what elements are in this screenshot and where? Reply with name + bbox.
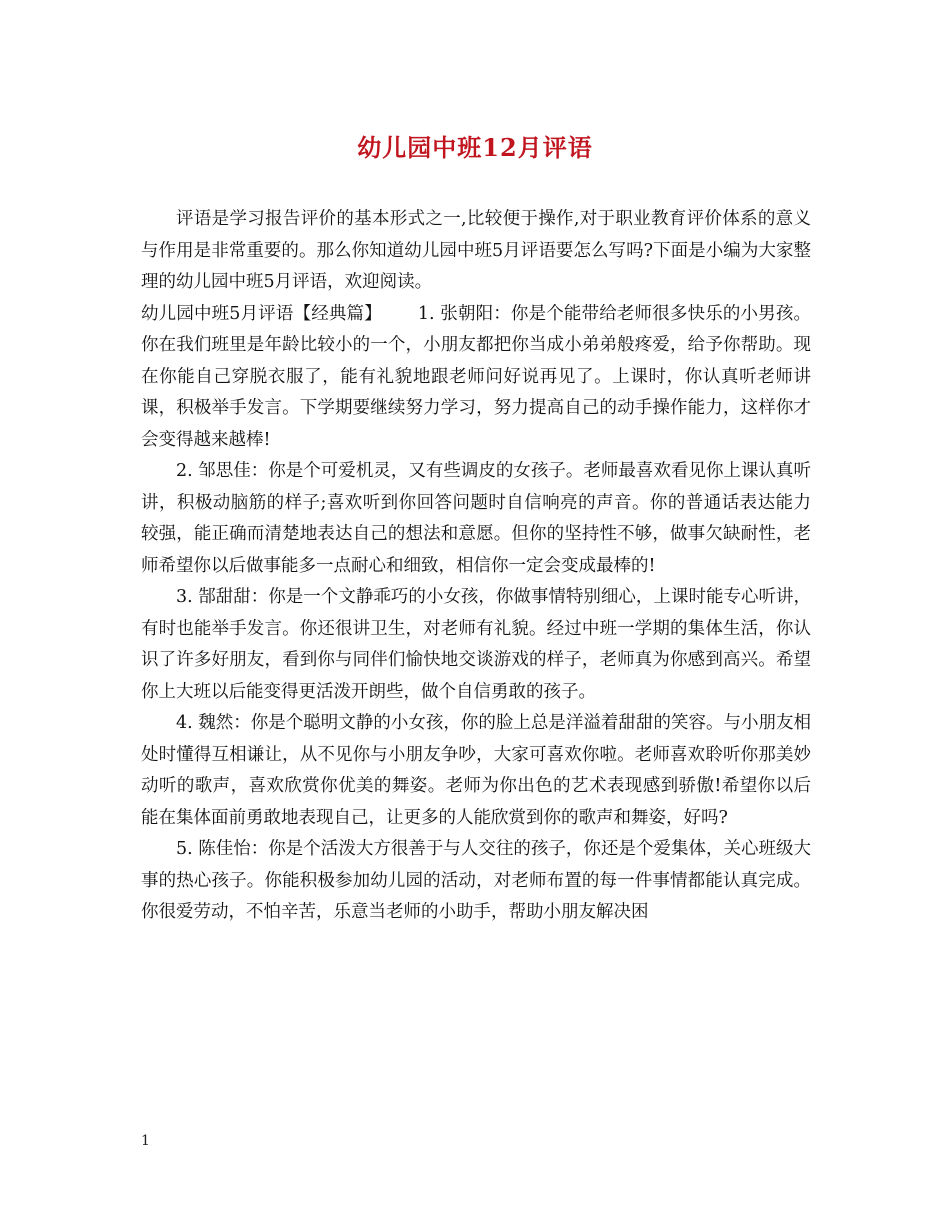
section-heading: 幼儿园中班5月评语【经典篇】 <box>141 303 382 324</box>
document-body <box>141 204 811 929</box>
comment-5: 5. 陈佳怡：你是个活泼大方很善于与人交往的孩子，你还是个爱集体，关心班级大事的热心孩子。你能积极参加幼儿园的活动，对老师布置的每一件事情都能认真完成。你很爱劳动，不怕辛苦，乐意当老师的小助手，帮助小朋友解决困 <box>141 839 811 922</box>
comment-3: 3. 郜甜甜：你是一个文静乖巧的小女孩，你做事情特别细心，上课时能专心听讲，有时也能举手发言。你还很讲卫生，对老师有礼貌。经过中班一学期的集体生活，你认识了许多好朋友，看到你与同伴们愉快地交谈游戏的样子，老师真为你感到高兴。希望你上大班以后能变得更活泼开朗些，做个自信勇敢的孩子。 <box>141 587 811 702</box>
page-number: 1 <box>141 1133 150 1149</box>
document-title: 幼儿园中班12月评语 <box>357 133 593 162</box>
intro-paragraph: 评语是学习报告评价的基本形式之一,比较便于操作,对于职业教育评价体系的意义与作用是非常重要的。那么你知道幼儿园中班5月评语要怎么写吗?下面是小编为大家整理的幼儿园中班5月评语，欢迎阅读。 <box>141 209 811 292</box>
section-heading-paragraph <box>141 299 811 457</box>
comment-2: 2. 邹思佳：你是个可爱机灵，又有些调皮的女孩子。老师最喜欢看见你上课认真听讲，积极动脑筋的样子;喜欢听到你回答问题时自信响亮的声音。你的普通话表达能力较强，能正确而清楚地表达自己的想法和意愿。但你的坚持性不够，做事欠缺耐性，老师希望你以后做事能多一点耐心和细致，相信你一定会变成最棒的! <box>141 461 811 576</box>
comment-1: 1. 张朝阳：你是个能带给老师很多快乐的小男孩。你在我们班里是年龄比较小的一个，小朋友都把你当成小弟弟般疼爱，给予你帮助。现在你能自己穿脱衣服了，能有礼貌地跟老师问好说再见了。上课时，你认真听老师讲课，积极举手发言。下学期要继续努力学习，努力提高自己的动手操作能力，这样你才会变得越来越棒! <box>141 303 811 450</box>
comment-4: 4. 魏然：你是个聪明文静的小女孩，你的脸上总是洋溢着甜甜的笑容。与小朋友相处时懂得互相谦让，从不见你与小朋友争吵，大家可喜欢你啦。老师喜欢聆听你那美妙动听的歌声，喜欢欣赏你优美的舞姿。老师为你出色的艺术表现感到骄傲!希望你以后能在集体面前勇敢地表现自己，让更多的人能欣赏到你的歌声和舞姿，好吗? <box>141 713 811 828</box>
